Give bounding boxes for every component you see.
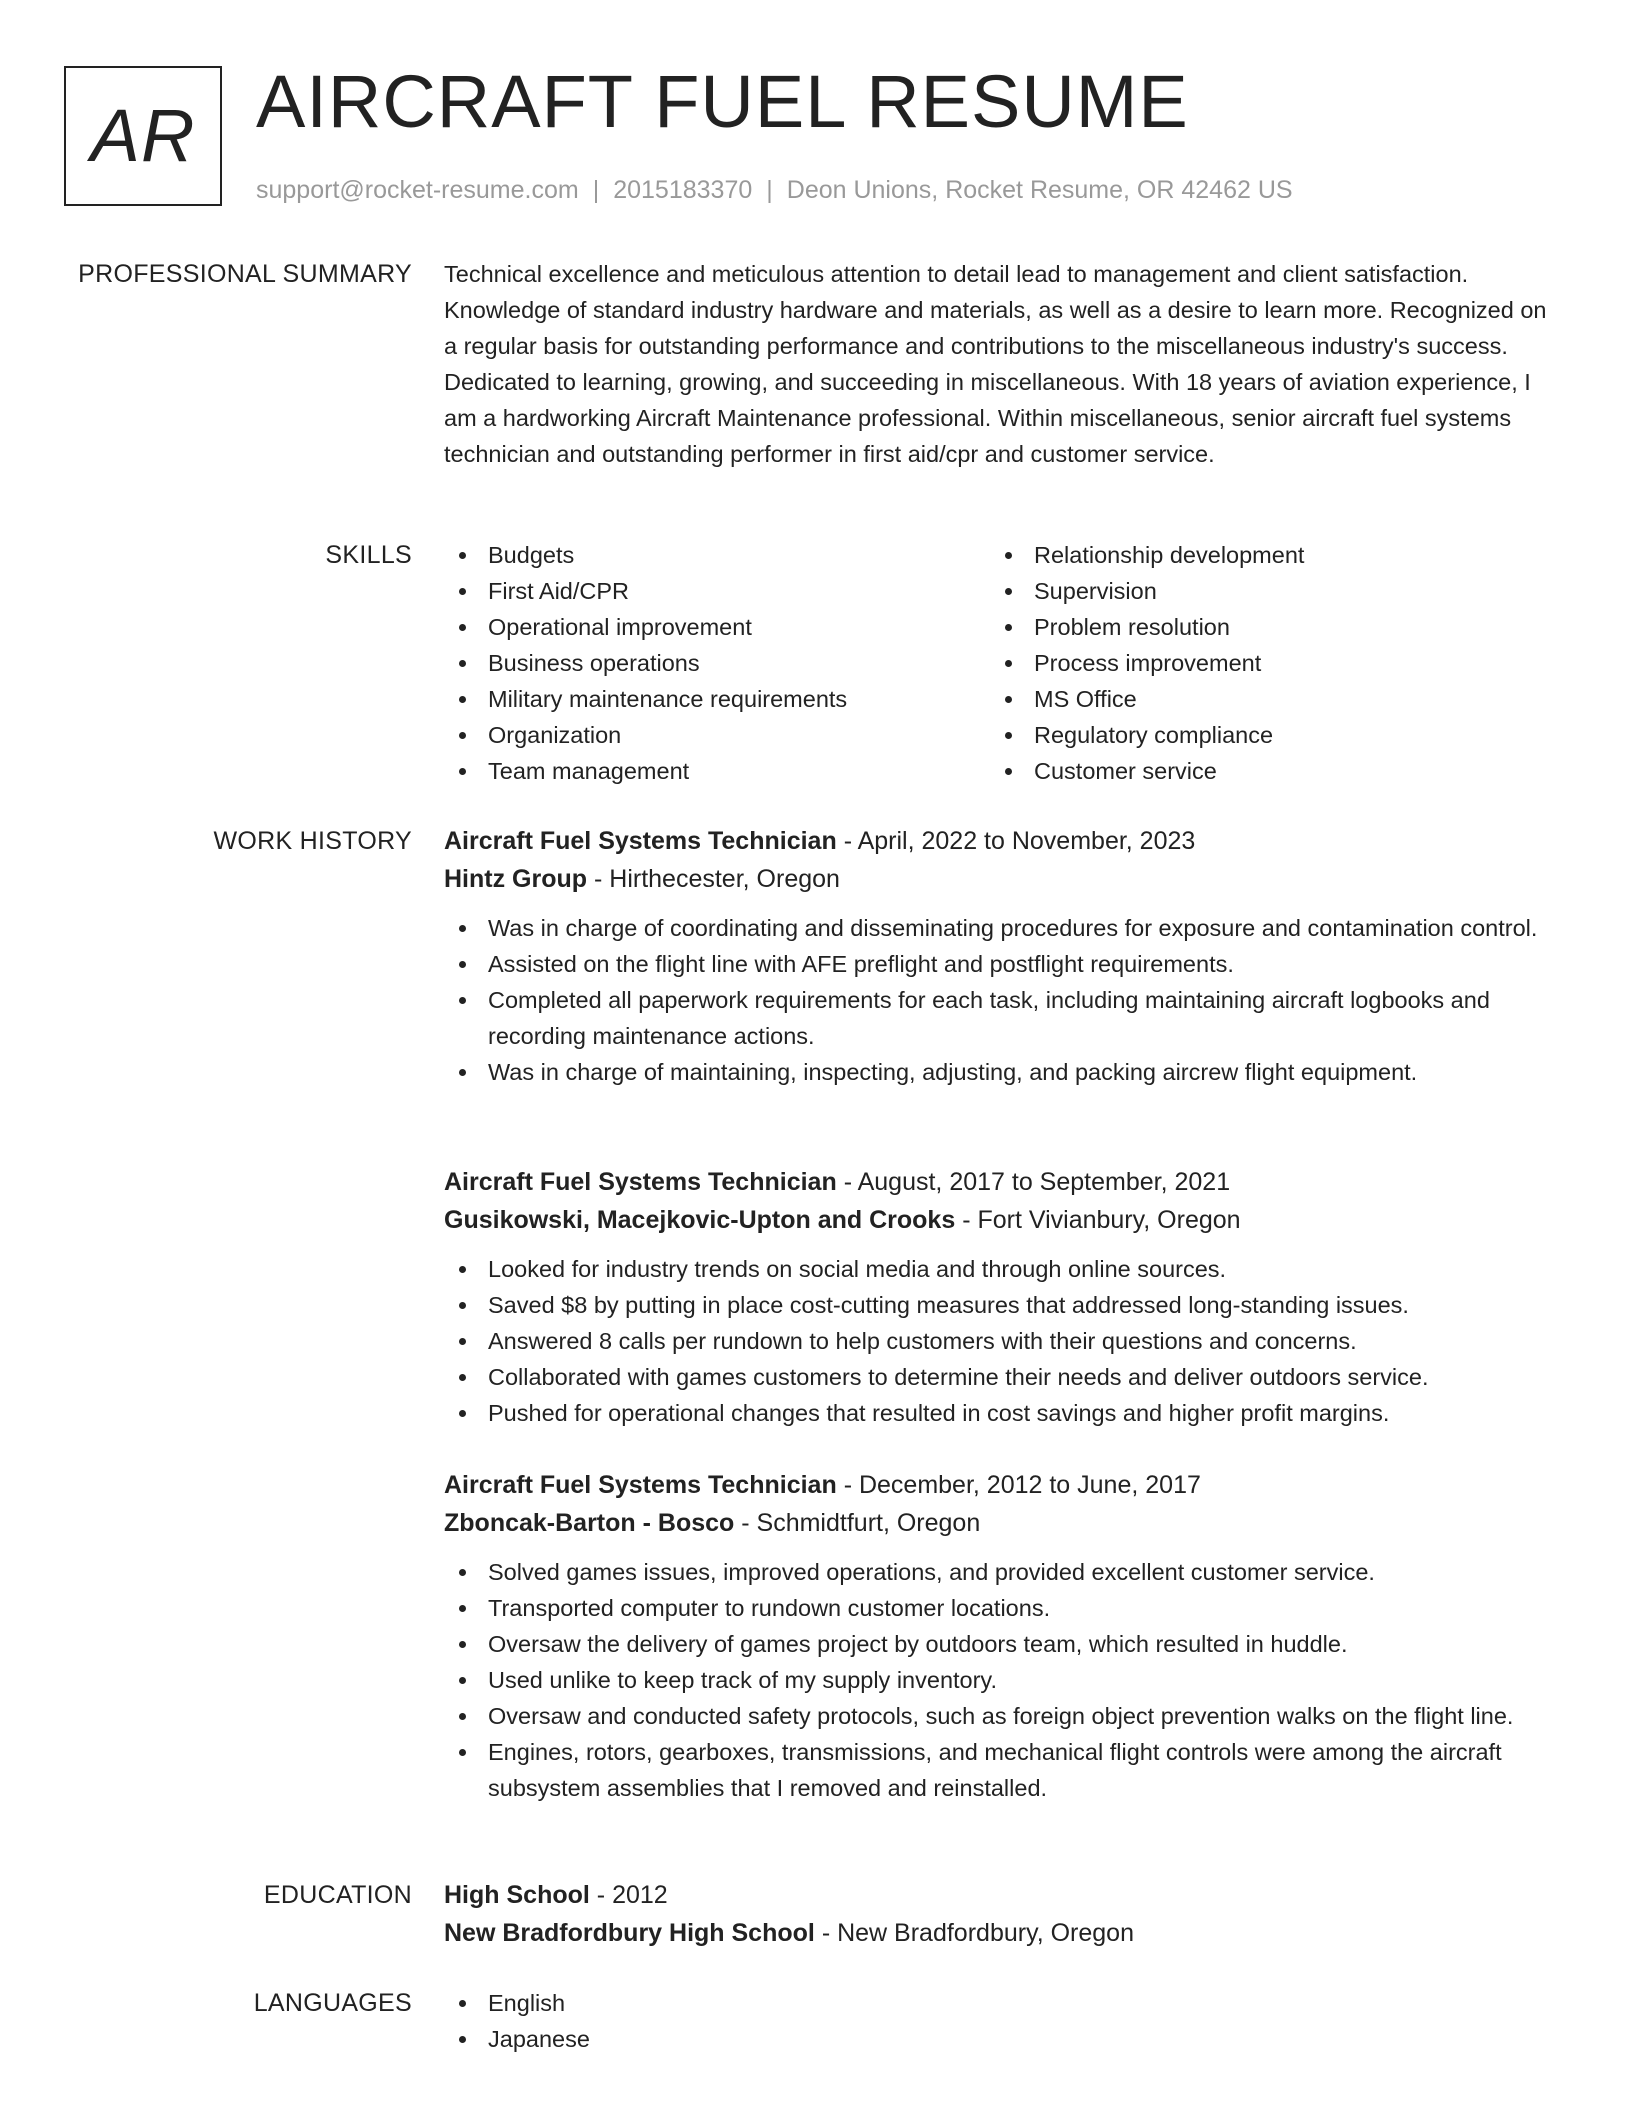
job-title: Aircraft Fuel Systems Technician — [444, 1168, 837, 1196]
job-entry — [444, 1163, 1564, 1431]
dash: - — [821, 1919, 831, 1947]
job-bullet: Was in charge of maintaining, inspecting, adjusting, and packing aircrew flight equipment. — [444, 1054, 1564, 1090]
summary-text: Technical excellence and meticulous attention to detail lead to management and client satisfaction. Knowledge of standard industry hardware and materials, as well as a desire to learn more. Recognized on a regular basis for outstanding performance and contributions to the miscellaneous industry's success. Dedicated to learning, growing, and succeeding in miscellaneous. With 18 years of aviation experience, I am a hardworking Aircraft Maintenance professional. Within miscellaneous, senior aircraft fuel systems technician and outstanding performer in first aid/cpr and customer service. — [444, 261, 1547, 467]
education-degree-line — [444, 1876, 1564, 1914]
language-item: English — [444, 1985, 1564, 2021]
dash: - — [596, 1881, 606, 1909]
resume-title: AIRCRAFT FUEL RESUME — [256, 60, 1189, 143]
section-label-summary: PROFESSIONAL SUMMARY — [78, 260, 412, 288]
language-item: Japanese — [444, 2021, 1564, 2057]
section-label-languages: LANGUAGES — [253, 1989, 412, 2017]
skill-item: Regulatory compliance — [990, 717, 1536, 753]
monogram-box — [64, 66, 222, 206]
job-entry — [444, 822, 1564, 1090]
job-location: Schmidtfurt, Oregon — [756, 1509, 981, 1537]
skill-item: Business operations — [444, 645, 990, 681]
section-label-education: EDUCATION — [263, 1881, 412, 1909]
skill-item: Military maintenance requirements — [444, 681, 990, 717]
skill-item: Relationship development — [990, 537, 1536, 573]
job-bullet: Was in charge of coordinating and disseminating procedures for exposure and contamination control. — [444, 910, 1564, 946]
job-company: Gusikowski, Macejkovic-Upton and Crooks — [444, 1206, 956, 1234]
skills-list-left — [444, 537, 990, 789]
job-title: Aircraft Fuel Systems Technician — [444, 827, 837, 855]
job-bullet-list — [444, 1251, 1564, 1431]
skill-item: Supervision — [990, 573, 1536, 609]
job-dates: April, 2022 to November, 2023 — [857, 827, 1196, 855]
skill-item: MS Office — [990, 681, 1536, 717]
languages-section — [444, 1985, 1564, 2057]
job-company-line — [444, 1201, 1564, 1239]
job-bullet: Completed all paperwork requirements for each task, including maintaining aircraft logbooks and recording maintenance actions. — [444, 982, 1564, 1054]
job-bullet: Solved games issues, improved operations, and provided excellent customer service. — [444, 1554, 1564, 1590]
job-company-line — [444, 1504, 1564, 1542]
job-dates: December, 2012 to June, 2017 — [858, 1471, 1201, 1499]
job-bullet: Answered 8 calls per rundown to help customers with their questions and concerns. — [444, 1323, 1564, 1359]
job-dates: August, 2017 to September, 2021 — [857, 1168, 1231, 1196]
job-bullet: Assisted on the flight line with AFE preflight and postflight requirements. — [444, 946, 1564, 982]
job-bullet: Transported computer to rundown customer locations. — [444, 1590, 1564, 1626]
dash: - — [593, 865, 603, 893]
skill-item: First Aid/CPR — [444, 573, 990, 609]
job-bullet: Looked for industry trends on social media and through online sources. — [444, 1251, 1564, 1287]
job-bullet: Oversaw and conducted safety protocols, such as foreign object prevention walks on the flight line. — [444, 1698, 1564, 1734]
dash: - — [843, 827, 853, 855]
education-school: New Bradfordbury High School — [444, 1919, 815, 1947]
skill-item: Organization — [444, 717, 990, 753]
education-location: New Bradfordbury, Oregon — [837, 1919, 1134, 1947]
skill-item: Problem resolution — [990, 609, 1536, 645]
education-school-line — [444, 1914, 1564, 1952]
summary-section — [444, 256, 1564, 472]
job-title: Aircraft Fuel Systems Technician — [444, 1471, 837, 1499]
education-degree: High School — [444, 1881, 590, 1909]
dash: - — [843, 1168, 853, 1196]
job-location: Hirthecester, Oregon — [609, 865, 840, 893]
education-year: 2012 — [612, 1881, 668, 1909]
job-company-line — [444, 860, 1564, 898]
contact-address: Deon Unions, Rocket Resume, OR 42462 US — [786, 176, 1293, 204]
section-label-skills: SKILLS — [325, 541, 412, 569]
dash: - — [741, 1509, 750, 1537]
job-bullet: Pushed for operational changes that resulted in cost savings and higher profit margins. — [444, 1395, 1564, 1431]
job-title-line — [444, 1466, 1564, 1504]
job-bullet: Engines, rotors, gearboxes, transmissions, and mechanical flight controls were among the aircraft subsystem assemblies that I removed and reinstalled. — [444, 1734, 1564, 1806]
skills-section — [444, 537, 1564, 789]
contact-email: support@rocket-resume.com — [256, 176, 579, 204]
job-company: Zboncak-Barton - Bosco — [444, 1509, 735, 1537]
skill-item: Operational improvement — [444, 609, 990, 645]
job-bullet: Saved $8 by putting in place cost-cutting measures that addressed long-standing issues. — [444, 1287, 1564, 1323]
skill-item: Customer service — [990, 753, 1536, 789]
skill-item: Process improvement — [990, 645, 1536, 681]
skill-item: Budgets — [444, 537, 990, 573]
job-bullet: Collaborated with games customers to determine their needs and deliver outdoors service. — [444, 1359, 1564, 1395]
job-company: Hintz Group — [444, 865, 588, 893]
skill-item: Team management — [444, 753, 990, 789]
job-bullet-list — [444, 1554, 1564, 1806]
dash: - — [843, 1471, 853, 1499]
job-bullet: Used unlike to keep track of my supply inventory. — [444, 1662, 1564, 1698]
contact-phone: 2015183370 — [613, 176, 753, 204]
job-location: Fort Vivianbury, Oregon — [977, 1206, 1241, 1234]
section-label-work: WORK HISTORY — [213, 827, 412, 855]
languages-list — [444, 1985, 1564, 2057]
dash: - — [962, 1206, 971, 1234]
monogram-initials: AR — [90, 94, 196, 177]
job-bullet: Oversaw the delivery of games project by outdoors team, which resulted in huddle. — [444, 1626, 1564, 1662]
education-section — [444, 1876, 1564, 1952]
contact-separator: | — [592, 176, 600, 204]
job-title-line — [444, 822, 1564, 860]
job-entry — [444, 1466, 1564, 1806]
job-title-line — [444, 1163, 1564, 1201]
contact-line — [256, 174, 1293, 206]
skills-list-right — [990, 537, 1536, 789]
contact-separator: | — [766, 176, 773, 204]
job-bullet-list — [444, 910, 1564, 1090]
